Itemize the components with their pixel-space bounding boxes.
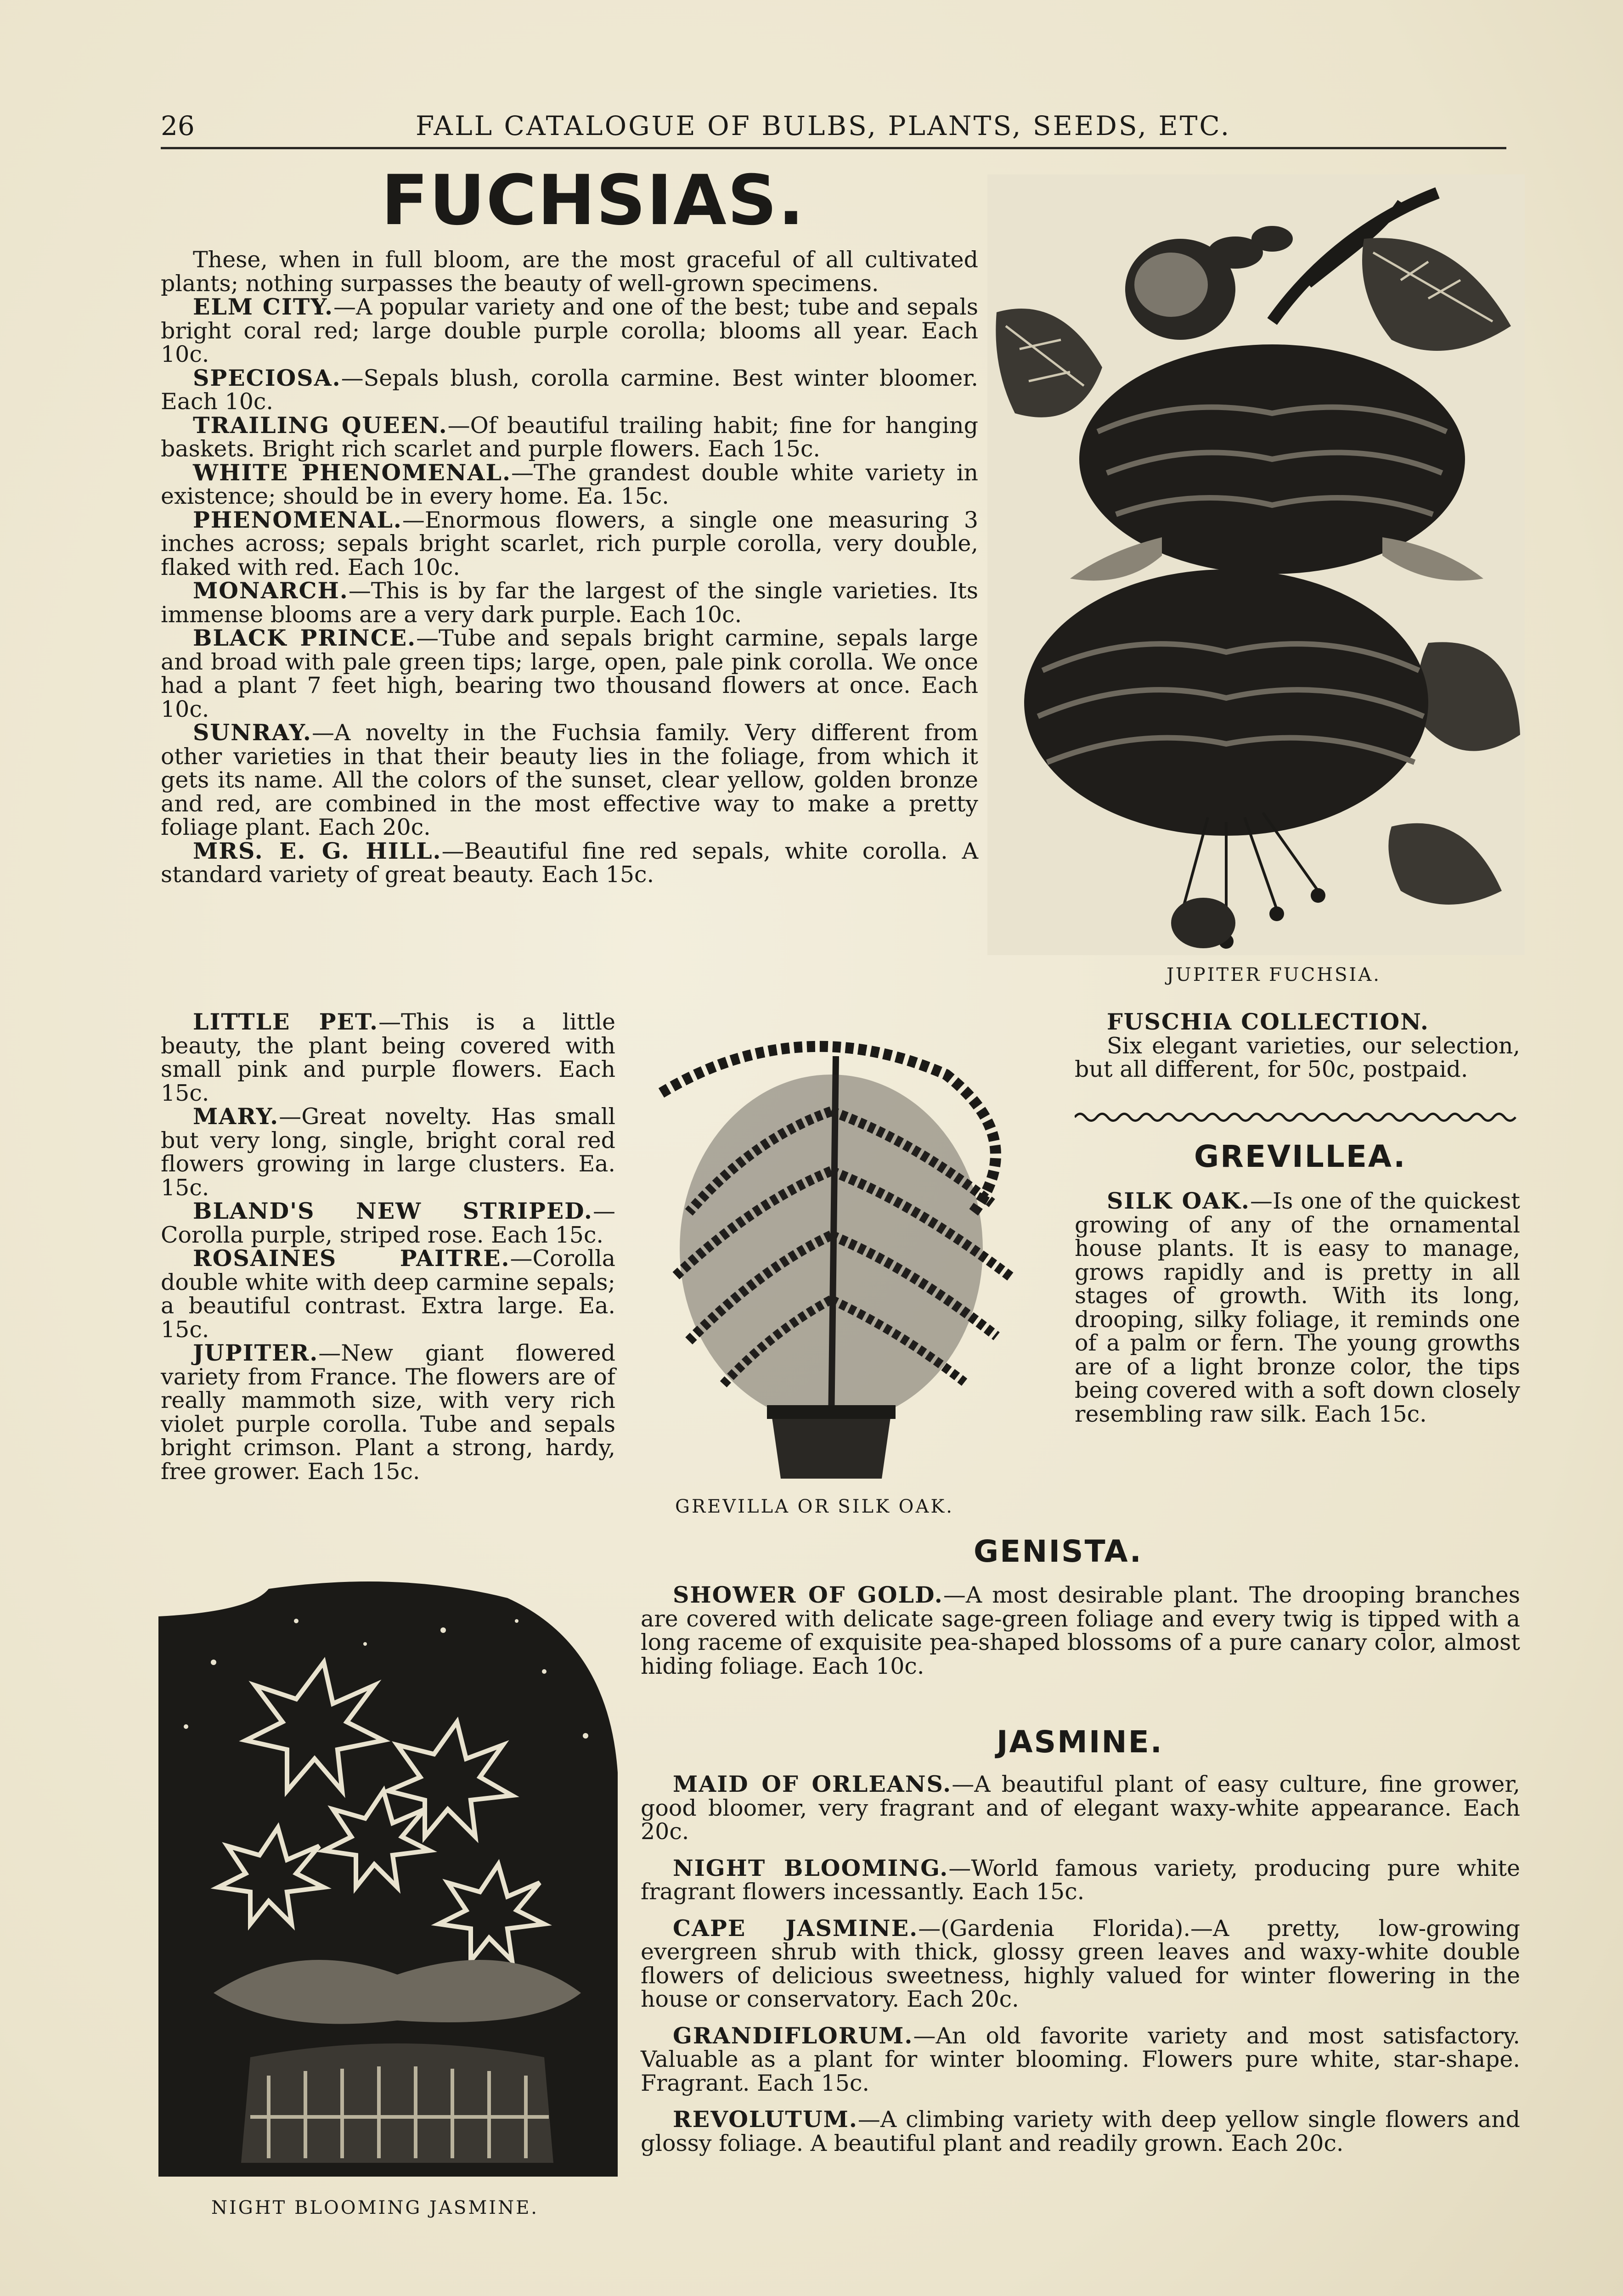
- jasmine-title: JASMINE.: [997, 1724, 1163, 1760]
- fuchsias-intro: These, when in full bloom, are the most graceful of all cultivated plants; nothing surpasses the beauty of well-grown specimens.: [161, 247, 978, 297]
- catalogue-entry: [161, 411, 978, 462]
- catalogue-entry: [161, 1247, 615, 1341]
- catalogue-entry: [161, 721, 978, 839]
- entry-description: —Great novelty. Has small but very long, single, bright coral red flowers growing in large clusters. Ea. 15c.: [161, 1103, 615, 1201]
- entry-description: —(Gardenia Florida).—A pretty, low-growing evergreen shrub with thick, glossy green leaves and waxy-white double flowers of delicious sweetness, highly valued for winter flowering in the house or conservatory. Each 20c.: [641, 1915, 1520, 2012]
- catalogue-entry: [641, 2108, 1520, 2155]
- catalogue-entry: [161, 839, 978, 887]
- fuchsia-collection: [1075, 1010, 1520, 1081]
- entry-name: PHENOMENAL.: [193, 506, 402, 533]
- entry-name: SPECIOSA.: [193, 364, 341, 391]
- entry-name: MONARCH.: [193, 577, 349, 604]
- catalogue-entry: [161, 508, 978, 580]
- fuchsias-column: [161, 248, 978, 887]
- entry-name: SUNRAY.: [193, 719, 312, 746]
- page-number: 26: [161, 110, 195, 141]
- entry-name: LITTLE PET.: [193, 1008, 379, 1035]
- entry-description: —This is a little beauty, the plant being covered with small pink and purple flowers. Each 15c.: [161, 1009, 615, 1106]
- entry-name: REVOLUTUM.: [673, 2106, 858, 2133]
- fuchsia-collection-desc: Six elegant varieties, our selection, but all different, for 50c, postpaid.: [1075, 1032, 1520, 1082]
- entry-description: —Tube and sepals bright carmine, sepals large and broad with pale green tips; large, open, pale pink corolla. We once had a plant 7 feet high, bearing two thousand flowers at once. Each 10c.: [161, 625, 978, 722]
- entry-description: —A popular variety and one of the best; tube and sepals bright coral red; large double purple corolla; blooms all year. Each 10c.: [161, 294, 979, 367]
- catalogue-entry: [161, 1105, 615, 1199]
- jupiter-fuchsia-caption: JUPITER FUCHSIA.: [1167, 964, 1381, 985]
- genista-column: [641, 1583, 1520, 1678]
- grevillea-item-list: [1075, 1189, 1520, 1426]
- entry-description: —Of beautiful trailing habit; fine for hanging baskets. Bright rich scarlet and purple flowers. Each 15c.: [161, 412, 978, 462]
- entry-description: —Sepals blush, corolla carmine. Best winter bloomer. Each 10c.: [161, 365, 978, 415]
- catalogue-entry: [161, 295, 978, 366]
- entry-description: —An old favorite variety and most satisfactory. Valuable as a plant for winter blooming. Flowers pure white, star-shape. Fragrant. Each 15c.: [641, 2022, 1520, 2096]
- fuchsia-collection-name: FUSCHIA COLLECTION.: [1107, 1008, 1429, 1035]
- entry-description: —New giant flowered variety from France. The flowers are of really mammoth size, with very rich violet purple corolla. Tube and sepals bright crimson. Plant a strong, hardy, free grower. Each 15c.: [161, 1340, 615, 1485]
- entry-name: MRS. E. G. HILL.: [193, 837, 442, 864]
- jasmine-column: [641, 1773, 1520, 2155]
- fuchsias-column-narrow: [161, 1010, 615, 1483]
- jasmine-engraving-icon: [158, 1580, 631, 2190]
- entry-name: BLACK PRINCE.: [193, 625, 417, 651]
- entry-description: —Enormous flowers, a single one measuring 3 inches across; sepals bright scarlet, rich purple corolla, very double, flaked with red. Each 10c.: [161, 506, 978, 580]
- running-title: FALL CATALOGUE OF BULBS, PLANTS, SEEDS, ETC.: [416, 110, 1231, 141]
- entry-description: —World famous variety, producing pure white fragrant flowers incessantly. Each 15c.: [641, 1855, 1521, 1905]
- entry-name: ROSAINES PAITRE.: [193, 1245, 510, 1272]
- grevillea-column: [1075, 1189, 1520, 1426]
- night-jasmine-caption: NIGHT BLOOMING JASMINE.: [211, 2197, 539, 2218]
- fuchsia-engraving-icon: [987, 174, 1525, 955]
- catalogue-entry: [161, 366, 978, 414]
- entry-description: —A most desirable plant. The drooping branches are covered with delicate sage-green foliage and every twig is tipped with a long raceme of exquisite pea-shaped blossoms of a pure canary color, almost hiding foliage. Each 10c.: [641, 1582, 1520, 1679]
- entry-name: MAID OF ORLEANS.: [673, 1771, 952, 1797]
- catalogue-entry: [161, 1010, 615, 1105]
- catalogue-entry: [641, 2024, 1520, 2095]
- catalogue-entry: [641, 1773, 1520, 1844]
- catalogue-entry: [161, 1341, 615, 1483]
- catalogue-entry: [161, 461, 978, 508]
- grevillea-caption: GREVILLA OR SILK OAK.: [675, 1496, 954, 1517]
- entry-name: SHOWER OF GOLD.: [673, 1581, 943, 1608]
- jasmine-item-list: [641, 1773, 1520, 2155]
- entry-description: —Beautiful fine red sepals, white corolla. A standard variety of great beauty. Each 15c.: [161, 838, 978, 888]
- entry-name: SILK OAK.: [1107, 1187, 1250, 1214]
- entry-description: —A beautiful plant of easy culture, fine grower, good bloomer, very fragrant and of elegant waxy-white appearance. Each 20c.: [641, 1771, 1520, 1845]
- wavy-divider: [1075, 1110, 1520, 1124]
- entry-name: CAPE JASMINE.: [673, 1914, 919, 1941]
- catalogue-entry: [161, 626, 978, 721]
- entry-description: —Corolla purple, striped rose. Each 15c.: [161, 1198, 615, 1248]
- entry-name: MARY.: [193, 1103, 279, 1130]
- entry-name: JUPITER.: [193, 1339, 319, 1366]
- entry-name: GRANDIFLORUM.: [673, 2022, 913, 2049]
- entry-description: —Is one of the quickest growing of any of the ornamental house plants. It is easy to manage, grows rapidly and is pretty in all stages of growth. With its long, drooping, silky foliage, it reminds one of a palm or fern. The young growths are of a light bronze color, the tips being covered with a soft down closely resembling raw silk. Each 15c.: [1075, 1188, 1521, 1427]
- fuchsias-title: FUCHSIAS.: [381, 161, 805, 241]
- entry-name: ELM CITY.: [193, 293, 334, 320]
- entry-description: —A climbing variety with deep yellow single flowers and glossy foliage. A beautiful plant and readily grown. Each 20c.: [641, 2106, 1520, 2156]
- grevillea-title: GREVILLEA.: [1194, 1139, 1407, 1174]
- entry-name: TRAILING QUEEN.: [193, 411, 448, 439]
- entry-name: NIGHT BLOOMING.: [673, 1854, 949, 1881]
- catalogue-entry: [641, 1583, 1520, 1678]
- entry-description: —This is by far the largest of the single varieties. Its immense blooms are a very dark purple. Each 10c.: [161, 578, 978, 628]
- catalogue-entry: [161, 579, 978, 626]
- entry-description: —A novelty in the Fuchsia family. Very different from other varieties in that their beauty lies in the foliage, from which it gets its name. All the colors of the sunset, clear yellow, golden bronze and red, are combined in the most effective way to make a pretty foliage plant. Each 20c.: [161, 720, 978, 840]
- fuchsia-item-list-narrow: [161, 1010, 615, 1483]
- catalogue-entry: [1075, 1189, 1520, 1426]
- fuchsia-item-list: [161, 295, 978, 887]
- entry-name: BLAND'S NEW STRIPED.: [193, 1198, 593, 1224]
- catalogue-entry: [641, 1854, 1521, 1905]
- entry-description: —Corolla double white with deep carmine sepals; a beautiful contrast. Extra large. Ea. 15c.: [161, 1245, 615, 1343]
- grevillea-engraving-icon: [615, 1019, 1075, 1497]
- catalogue-entry: [641, 1914, 1520, 2012]
- genista-title: GENISTA.: [974, 1534, 1143, 1569]
- catalogue-entry: [161, 1199, 615, 1247]
- running-header: [161, 106, 1506, 149]
- entry-name: WHITE PHENOMENAL.: [193, 459, 512, 486]
- genista-item-list: [641, 1583, 1520, 1678]
- entry-description: —The grandest double white variety in existence; should be in every home. Ea. 15c.: [161, 459, 978, 509]
